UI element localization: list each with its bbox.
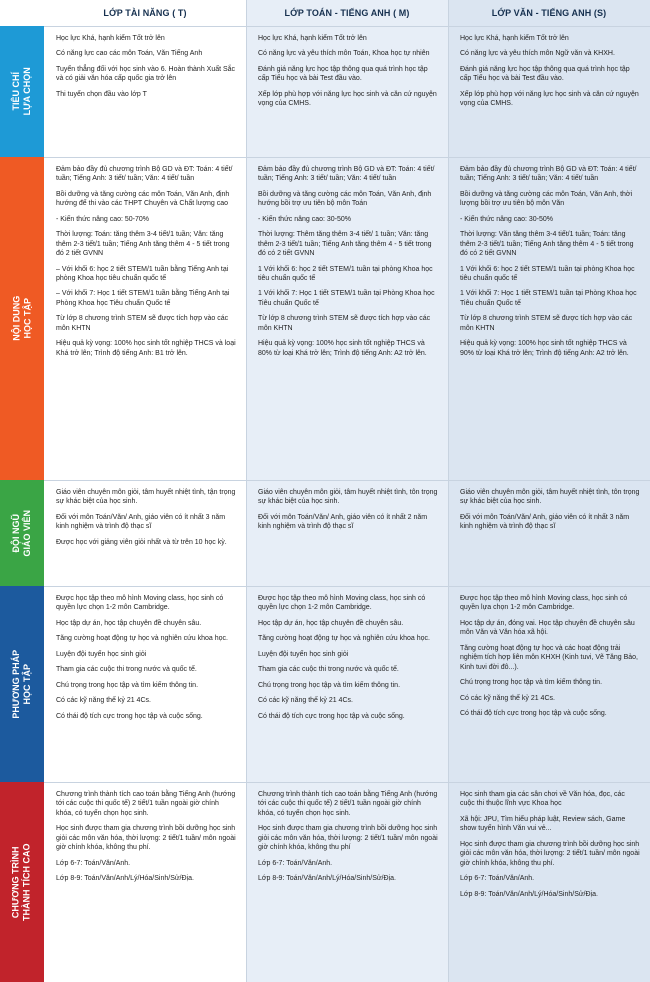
cell-line: 1 Với khối 7: Học 1 tiết STEM/1 tuần tại Phòng Khoa học Tiêu chuẩn Quốc tế (460, 290, 637, 307)
cell-phuong-phap-t (44, 586, 246, 782)
cell-line: Học sinh được tham gia chương trình bồi dưỡng học sinh giỏi các môn văn hóa, thời lượng: 2 tiết/1 tuần/ môn ngoài giờ chính khóa, không thu phí. (56, 825, 236, 852)
cell-line: Từ lớp 8 chương trình STEM sẽ được tích hợp vào các môn KHTN (258, 315, 431, 332)
cell-line: Thời lượng: Toán: tăng thêm 3-4 tiết/1 tuần; Văn: tăng thêm 2-3 tiết/1 tuần; Tiếng Anh tăng thêm 4 - 5 tiết trong đó 2 tiết GVNN (56, 231, 230, 258)
cell-line: - Kiến thức nâng cao: 30-50% (460, 215, 554, 223)
cell-line: Tham gia các cuộc thi trong nước và quốc tế. (258, 666, 399, 674)
cell-line: 1 Với khối 7: Học 1 tiết STEM/1 tuần tại Phòng Khoa học Tiêu chuẩn Quốc tế (258, 290, 435, 307)
cell-line: Hiệu quả kỳ vọng: 100% học sinh tốt nghiệp THCS và 80% từ loại Khá trở lên; Trình độ tiếng Anh: A2 trở lên. (258, 340, 427, 357)
cell-line: Đối với môn Toán/Văn/ Anh, giáo viên có ít nhất 3 năm kinh nghiệm và trình độ thạc sĩ (460, 513, 630, 531)
cell-line: Có các kỹ năng thế kỷ 21 4Cs. (460, 694, 555, 702)
cell-line: Đảm bảo đầy đủ chương trình Bộ GD và ĐT: Toán: 4 tiết/ tuần; Tiếng Anh: 3 tiết/ tuần; Văn: 4 tiết/ tuần (56, 166, 233, 183)
cell-line: Học lực Khá, hạnh kiểm Tốt trở lên (460, 35, 569, 42)
cell-line: Học sinh tham gia các sân chơi về Văn hóa, đọc, các cuộc thi thuộc lĩnh vực Khoa học (460, 791, 625, 808)
cell-line: Xếp lớp phù hợp với năng lực học sinh và căn cứ nguyện vọng của CMHS. (460, 90, 639, 108)
cell-line: Có các kỹ năng thế kỷ 21 4Cs. (56, 697, 151, 705)
cell-line: Có năng lực và yêu thích môn Ngữ văn và KHXH. (460, 50, 615, 58)
row-divider (44, 480, 650, 481)
cell-noi-dung-s (448, 157, 650, 480)
cell-line: Lớp 8-9: Toán/Văn/Anh/Lý/Hóa/Sinh/Sử/Địa. (56, 875, 194, 883)
cell-line: - Kiến thức nâng cao: 30-50% (258, 215, 352, 223)
cell-line: Lớp 6-7: Toán/Văn/Anh. (460, 875, 535, 883)
cell-line: Có thái độ tích cực trong học tập và cuộc sống. (56, 712, 203, 720)
cell-line: Đối với môn Toán/Văn/ Anh, giáo viên có ít nhất 2 năm kinh nghiệm và trình độ thạc sĩ (258, 513, 428, 531)
cell-chuong-trinh-s (448, 782, 650, 982)
cell-line: Lớp 6-7: Toán/Văn/Anh. (56, 859, 131, 867)
cell-phuong-phap-s (448, 586, 650, 782)
header-lop-van-tieng-anh: LỚP VĂN - TIẾNG ANH (S) (448, 0, 650, 26)
cell-line: Được học tập theo mô hình Moving class, học sinh có quyền lựa chọn 1-2 môn Cambridge. (460, 595, 628, 612)
row-divider (44, 586, 650, 587)
cell-line: Lớp 8-9: Toán/Văn/Anh/Lý/Hóa/Sinh/Sử/Địa. (258, 875, 396, 883)
cell-line: Thời lượng: Văn tăng thêm 3-4 tiết/1 tuần; Toán: tăng thêm 2-3 tiết/1 tuần; Tiếng Anh tăng thêm 4 - 5 tiết trong đó có 2 tiết GVNN (460, 231, 634, 258)
cell-line: Học lực Khá, hạnh kiểm Tốt trở lên (56, 35, 165, 42)
cell-noi-dung-m (246, 157, 448, 480)
cell-line: Học tập dự án, đóng vai. Học tập chuyên đề chuyên sâu môn Văn và Văn hóa xã hội. (460, 619, 635, 637)
cell-doi-ngu-t (44, 480, 246, 586)
cell-line: Thi tuyển chọn đầu vào lớp T (56, 90, 147, 98)
cell-line: Chương trình thành tích cao toán bằng Tiếng Anh (hướng tới các cuộc thi quốc tế) 2 tiết/1 tuần ngoài giờ chính khóa, có tuyển chọn học sinh. (56, 791, 236, 817)
cell-line: Tăng cường hoạt động tự học và nghiên cứu khoa học. (56, 635, 228, 643)
cell-line: – Với khối 6: học 2 tiết STEM/1 tuần bằng Tiếng Anh tại phòng Khoa học tiêu chuẩn quốc tế (56, 265, 229, 282)
cell-line: Từ lớp 8 chương trình STEM sẽ được tích hợp vào các môn KHTN (460, 315, 633, 332)
category-tieu-chi-lua-chon: TIÊU CHÍ LỰA CHỌN (0, 26, 44, 157)
cell-line: Hiệu quả kỳ vọng: 100% học sinh tốt nghiệp THCS và 90% từ loại Khá trở lên; Trình độ tiếng Anh: A2 trở lên. (460, 340, 629, 357)
cell-line: Bồi dưỡng và tăng cường các môn Toán, Văn Anh, thời lượng bồi trợ ưu tiên bộ môn Văn (460, 190, 633, 208)
cell-line: Bồi dưỡng và tăng cường các môn Toán, Văn Anh, định hướng bồi trợ ưu tiên bộ môn Toán (258, 190, 432, 208)
row-divider (44, 157, 650, 158)
cell-tieu-chi-s (448, 26, 650, 157)
header-lop-toan-tieng-anh: LỚP TOÁN - TIẾNG ANH ( M) (246, 0, 448, 26)
cell-line: Chú trọng trong học tập và tìm kiếm thông tin. (258, 681, 401, 689)
cell-line: Luyện đội tuyển học sinh giỏi (258, 650, 349, 658)
cell-line: Chương trình thành tích cao toán bằng Tiếng Anh (hướng tới các cuộc thi quốc tế) 2 tiết/1 tuần ngoài giờ chính khóa, có tuyển chọn học sinh. (258, 791, 438, 817)
cell-tieu-chi-m (246, 26, 448, 157)
cell-tieu-chi-t (44, 26, 246, 157)
cell-line: Có năng lực và yêu thích môn Toán, Khoa học tự nhiên (258, 50, 430, 58)
cell-line: Giáo viên chuyên môn giỏi, tâm huyết nhiệt tình, tôn trọng sự khác biệt của học sinh. (460, 489, 640, 506)
cell-chuong-trinh-t (44, 782, 246, 982)
category-noi-dung-hoc-tap: NỘI DUNG HỌC TẬP (0, 157, 44, 480)
cell-line: Học tập dự án, học tập chuyên đề chuyên sâu. (258, 619, 404, 627)
cell-line: Tăng cường hoạt động tự học và nghiên cứu khoa học. (258, 635, 430, 643)
cell-line: 1 Với khối 6: học 2 tiết STEM/1 tuần tại phòng Khoa học tiêu chuẩn quốc tế (258, 265, 433, 282)
cell-line: Lớp 8-9: Toán/Văn/Anh/Lý/Hóa/Sinh/Sử/Địa. (460, 890, 598, 898)
cell-line: Học tập dự án, học tập chuyên đề chuyên sâu. (56, 619, 202, 627)
cell-line: Đối với môn Toán/Văn/ Anh, giáo viên có ít nhất 3 năm kinh nghiệm và trình độ thạc sĩ (56, 513, 226, 531)
cell-line: Được học với giảng viên giỏi nhất và từ trên 10 học kỳ. (56, 538, 227, 546)
cell-line: Học sinh được tham gia chương trình bồi dưỡng học sinh giỏi các môn văn hóa, thời lượng: 2 tiết/1 tuần/ môn ngoài giờ chính khóa, không thu phí (258, 825, 438, 852)
cell-line: Được học tập theo mô hình Moving class, học sinh có quyền lực chọn 1-2 môn Cambridge. (258, 595, 426, 612)
cell-noi-dung-t (44, 157, 246, 480)
cell-line: Xếp lớp phù hợp với năng lực học sinh và căn cứ nguyện vọng của CMHS. (258, 90, 437, 108)
cell-line: Chú trọng trong học tập và tìm kiếm thông tin. (460, 679, 603, 687)
cell-line: Chú trọng trong học tập và tìm kiếm thông tin. (56, 681, 199, 689)
cell-line: Có thái độ tích cực trong học tập và cuộc sống. (460, 709, 607, 717)
column-divider (448, 0, 449, 982)
cell-line: Luyện đội tuyển học sinh giỏi (56, 650, 147, 658)
cell-line: Có thái độ tích cực trong học tập và cuộc sống. (258, 712, 405, 720)
row-divider (44, 26, 650, 27)
cell-line: Được học tập theo mô hình Moving class, học sinh có quyền lực chọn 1-2 môn Cambridge. (56, 595, 224, 612)
cell-line: Đảm bảo đầy đủ chương trình Bộ GD và ĐT: Toán: 4 tiết/ tuần; Tiếng Anh: 3 tiết/ tuần; Văn: 4 tiết/ tuần (460, 166, 637, 183)
cell-line: Học sinh được tham gia chương trình bồi dưỡng học sinh giỏi các môn văn hóa, thời lượng: 2 tiết/1 tuần/ môn ngoài giờ chính khóa, không thu phí. (460, 840, 640, 867)
cell-line: Giáo viên chuyên môn giỏi, tâm huyết nhiệt tình, tôn trọng sự khác biệt của học sinh. (258, 489, 438, 506)
cell-line: Bồi dưỡng và tăng cường các môn Toán, Văn Anh, định hướng để thi vào các THPT Chuyên và Chất lượng cao (56, 190, 230, 208)
header-lop-tai-nang: LỚP TÀI NĂNG ( T) (44, 0, 246, 26)
cell-line: - Kiến thức nâng cao: 50-70% (56, 215, 150, 223)
cell-line: 1 Với khối 6: học 2 tiết STEM/1 tuần tại phòng Khoa học tiêu chuẩn quốc tế (460, 265, 635, 282)
cell-line: Đánh giá năng lực học tập thông qua quá trình học tập cấp Tiểu học và bài Test đầu vào. (258, 65, 428, 83)
cell-line: Hiệu quả kỳ vọng: 100% học sinh tốt nghiệp THCS và loại Khá trở lên; Trình độ tiếng Anh: B1 trở lên. (56, 340, 236, 357)
cell-line: Có các kỹ năng thế kỷ 21 4Cs. (258, 697, 353, 705)
cell-line: – Với khối 7: Học 1 tiết STEM/1 tuần bằng Tiếng Anh tại Phòng Khoa học Tiêu chuẩn Quốc tế (56, 290, 230, 307)
cell-line: Từ lớp 8 chương trình STEM sẽ được tích hợp vào các môn KHTN (56, 315, 229, 332)
cell-line: Lớp 6-7: Toán/Văn/Anh. (258, 859, 333, 867)
row-divider (44, 782, 650, 783)
cell-line: Tăng cường hoạt động tự học và các hoạt động trải nghiệm tích hợp liên môn KHXH (Kinh tuvi, Vẽ Tăng Bảo, Kinh tuvi đời đô...). (460, 644, 638, 671)
category-chuong-trinh-thanh-tich-cao: CHƯƠNG TRÌNH THÀNH TÍCH CAO (0, 782, 44, 982)
cell-line: Học lực Khá, hạnh kiểm Tốt trở lên (258, 35, 367, 42)
cell-line: Giáo viên chuyên môn giỏi, tâm huyết nhiệt tình, tận trọng sự khác biệt của học sinh. (56, 489, 236, 506)
cell-line: Có năng lực cao các môn Toán, Văn Tiếng Anh (56, 50, 203, 58)
cell-doi-ngu-m (246, 480, 448, 586)
cell-line: Xã hội: JPU, Tìm hiểu pháp luật, Review sách, Game show tuyển hình Văn vui vẻ... (460, 815, 626, 833)
cell-doi-ngu-s (448, 480, 650, 586)
cell-line: Đảm bảo đầy đủ chương trình Bộ GD và ĐT: Toán: 4 tiết/ tuần; Tiếng Anh: 3 tiết/ tuần; Văn: 4 tiết/ tuần (258, 166, 435, 183)
cell-phuong-phap-m (246, 586, 448, 782)
cell-line: Thời lượng: Thêm tăng thêm 3-4 tiết/ 1 tuần; Văn: tăng thêm 2-3 tiết/1 tuần; Tiếng Anh tăng thêm 4 - 5 tiết trong đó có 2 tiết GVNN (258, 231, 432, 258)
cell-line: Tham gia các cuộc thi trong nước và quốc tế. (56, 666, 197, 674)
column-divider (246, 0, 247, 982)
cell-line: Đánh giá năng lực học tập thông qua quá trình học tập cấp Tiểu học và bài Test đầu vào. (460, 65, 630, 83)
category-doi-ngu-giao-vien: ĐỘI NGŨ GIÁO VIÊN (0, 480, 44, 586)
cell-chuong-trinh-m (246, 782, 448, 982)
category-phuong-phap-hoc-tap: PHƯƠNG PHÁP HỌC TẬP (0, 586, 44, 782)
cell-line: Tuyển thẳng đối với học sinh vào 6. Hoàn thành Xuất Sắc và có giải văn hóa cấp quốc gia trở lên (56, 65, 236, 83)
